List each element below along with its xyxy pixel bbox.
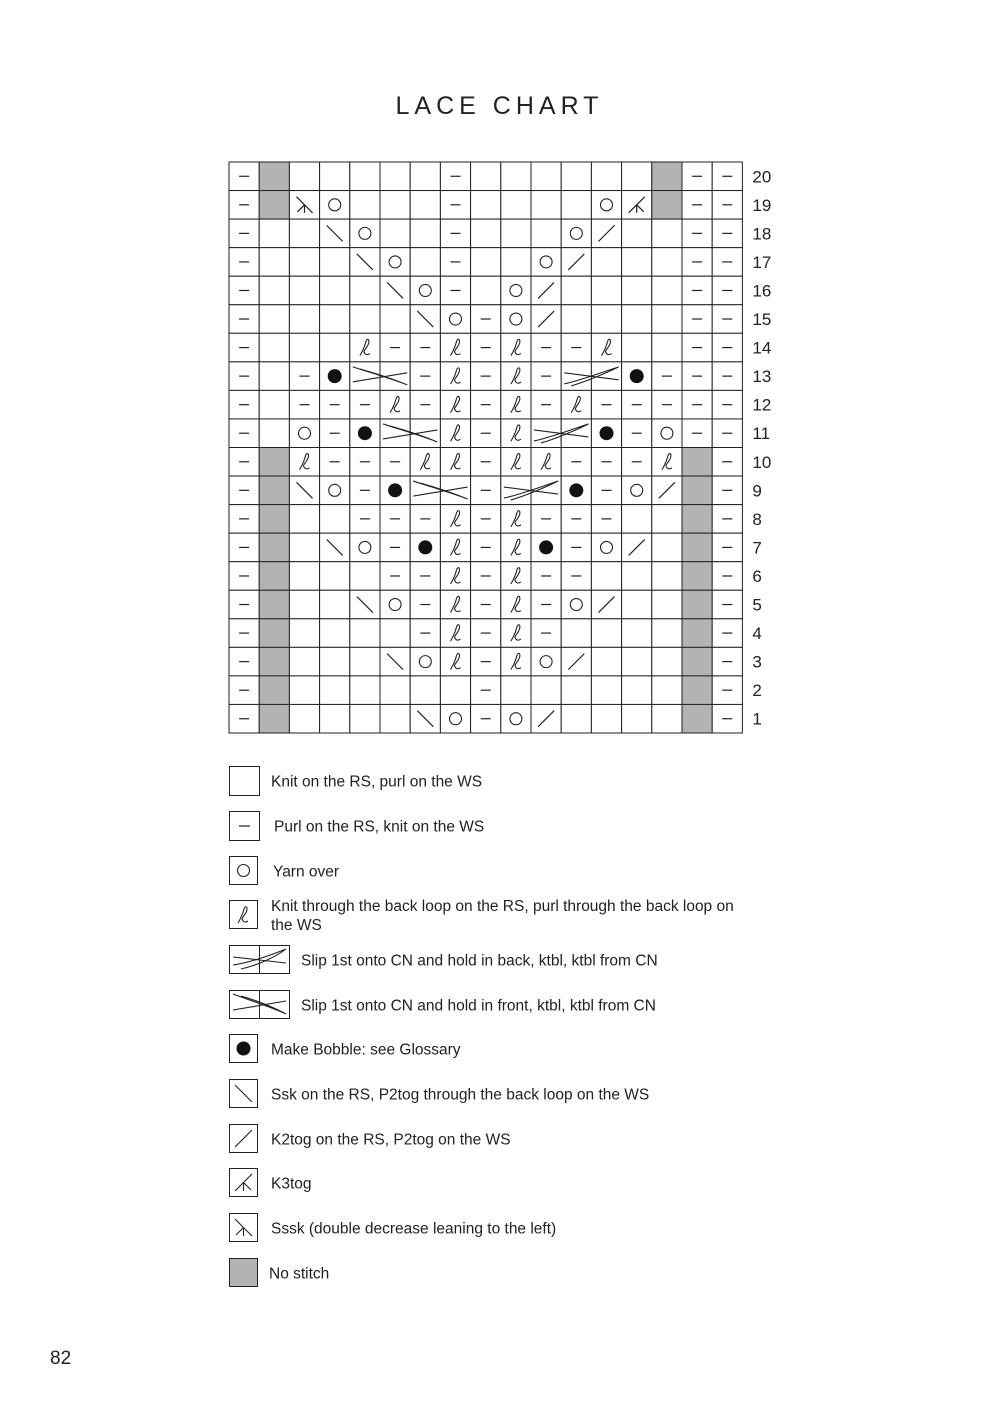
chart-cell xyxy=(501,219,531,248)
chart-cell xyxy=(561,390,591,419)
chart-cell xyxy=(259,448,289,477)
chart-cell xyxy=(410,647,440,676)
chart-cell xyxy=(410,476,440,505)
chart-cell xyxy=(440,562,470,591)
chart-cell xyxy=(259,533,289,562)
chart-cell xyxy=(561,219,591,248)
chart-cell xyxy=(501,248,531,277)
chart-cell xyxy=(652,219,682,248)
chart-cell xyxy=(350,647,380,676)
chart-cell xyxy=(410,248,440,277)
chart-cell xyxy=(471,248,501,277)
knit-symbol-icon xyxy=(229,766,261,798)
chart-cell xyxy=(259,219,289,248)
chart-cell xyxy=(501,162,531,191)
chart-cell xyxy=(380,590,410,619)
chart-cell xyxy=(531,476,561,505)
chart-cell xyxy=(289,590,319,619)
chart-cell xyxy=(380,390,410,419)
chart-cell xyxy=(320,248,350,277)
chart-cell xyxy=(380,419,410,448)
chart-cell xyxy=(289,704,319,733)
chart-cell xyxy=(561,162,591,191)
chart-cell xyxy=(410,191,440,220)
chart-cell xyxy=(682,533,712,562)
chart-cell xyxy=(440,647,470,676)
row-number: 16 xyxy=(752,281,772,301)
chart-cell xyxy=(531,219,561,248)
cable-back-symbol-icon xyxy=(229,945,291,977)
row-number: 14 xyxy=(752,338,772,358)
chart-cell xyxy=(259,704,289,733)
chart-cell xyxy=(501,362,531,391)
k2tog-symbol-icon xyxy=(229,1124,261,1156)
chart-cell xyxy=(531,191,561,220)
chart-cell xyxy=(259,390,289,419)
chart-cell xyxy=(289,676,319,705)
chart-cell xyxy=(501,647,531,676)
chart-cell xyxy=(259,276,289,305)
chart-cell xyxy=(501,562,531,591)
chart-cell xyxy=(410,276,440,305)
chart-cell xyxy=(259,305,289,334)
chart-cell xyxy=(622,676,652,705)
chart-cell xyxy=(320,590,350,619)
chart-cell xyxy=(380,619,410,648)
chart-cell xyxy=(561,676,591,705)
chart-cell xyxy=(501,419,531,448)
row-number: 7 xyxy=(752,538,762,558)
chart-cell xyxy=(440,590,470,619)
chart-cell xyxy=(350,704,380,733)
chart-cell xyxy=(561,419,591,448)
chart-cell xyxy=(440,333,470,362)
chart-cell xyxy=(591,333,621,362)
chart-cell xyxy=(440,704,470,733)
chart-cell xyxy=(289,505,319,534)
chart-cell xyxy=(591,191,621,220)
chart-cell xyxy=(622,305,652,334)
chart-cell xyxy=(591,248,621,277)
chart-cell xyxy=(652,305,682,334)
chart-cell xyxy=(501,533,531,562)
chart-cell xyxy=(380,248,410,277)
row-number: 8 xyxy=(752,509,762,529)
cable-front-symbol-icon xyxy=(229,990,291,1022)
chart-cell xyxy=(471,191,501,220)
chart-cell xyxy=(259,419,289,448)
chart-cell xyxy=(652,619,682,648)
bobble-symbol xyxy=(600,426,614,440)
chart-cell xyxy=(682,647,712,676)
chart-cell xyxy=(380,305,410,334)
chart-cell xyxy=(380,704,410,733)
k3tog-symbol-icon xyxy=(229,1168,261,1200)
chart-cell xyxy=(350,533,380,562)
chart-cell xyxy=(320,619,350,648)
chart-cell xyxy=(682,676,712,705)
chart-cell xyxy=(652,590,682,619)
chart-cell xyxy=(531,676,561,705)
chart-cell xyxy=(320,476,350,505)
row-number: 11 xyxy=(752,424,771,444)
row-number: 19 xyxy=(752,195,772,215)
chart-cell xyxy=(682,590,712,619)
chart-cell xyxy=(440,362,470,391)
row-number: 6 xyxy=(752,566,762,586)
chart-cell xyxy=(259,248,289,277)
chart-cell xyxy=(501,676,531,705)
chart-cell xyxy=(561,305,591,334)
legend-label-knit: Knit on the RS, purl on the WS xyxy=(271,773,483,791)
chart-cell xyxy=(289,419,319,448)
chart-cell xyxy=(622,590,652,619)
chart-cell xyxy=(380,676,410,705)
chart-cell xyxy=(350,276,380,305)
chart-cell xyxy=(591,533,621,562)
chart-cell xyxy=(561,276,591,305)
legend-label-purl: Purl on the RS, knit on the WS xyxy=(274,818,485,836)
chart-cell xyxy=(501,305,531,334)
ssk-symbol-icon xyxy=(229,1079,261,1111)
chart-cell xyxy=(652,505,682,534)
chart-cell xyxy=(622,248,652,277)
chart-cell xyxy=(350,562,380,591)
chart-cell xyxy=(380,219,410,248)
bobble-symbol xyxy=(358,426,372,440)
chart-cell xyxy=(320,191,350,220)
chart-cell xyxy=(320,162,350,191)
chart-cell xyxy=(350,619,380,648)
chart-cell xyxy=(531,448,561,477)
chart-cell xyxy=(501,276,531,305)
chart-cell xyxy=(440,505,470,534)
row-number: 4 xyxy=(752,624,762,644)
sssk-symbol-icon xyxy=(229,1213,261,1245)
chart-cell xyxy=(652,704,682,733)
chart-cell xyxy=(622,505,652,534)
chart-cell xyxy=(259,619,289,648)
chart-cell xyxy=(259,333,289,362)
chart-cell xyxy=(259,505,289,534)
chart-cell xyxy=(501,505,531,534)
chart-cell xyxy=(289,333,319,362)
chart-cell xyxy=(561,704,591,733)
chart-cell xyxy=(350,676,380,705)
no-stitch-symbol-icon xyxy=(229,1258,261,1290)
row-number: 2 xyxy=(752,681,762,701)
chart-cell xyxy=(440,676,470,705)
chart-cell xyxy=(259,590,289,619)
chart-cell xyxy=(320,704,350,733)
chart-cell xyxy=(440,619,470,648)
chart-cell xyxy=(259,562,289,591)
chart-cell xyxy=(471,162,501,191)
chart-cell xyxy=(652,647,682,676)
chart-cell xyxy=(622,619,652,648)
row-number: 17 xyxy=(752,252,772,272)
chart-cell xyxy=(591,704,621,733)
chart-cell xyxy=(622,219,652,248)
bobble-symbol xyxy=(539,540,553,554)
chart-cell xyxy=(289,562,319,591)
chart-cell xyxy=(289,248,319,277)
chart-cell xyxy=(561,191,591,220)
chart-cell xyxy=(682,562,712,591)
chart-cell xyxy=(320,276,350,305)
legend-label-yarn-over: Yarn over xyxy=(273,863,340,881)
chart-cell xyxy=(320,505,350,534)
chart-cell xyxy=(350,362,380,391)
chart-cell xyxy=(652,191,682,220)
chart-cell xyxy=(501,590,531,619)
chart-cell xyxy=(531,647,561,676)
page-number: 82 xyxy=(50,1348,72,1369)
chart-cell xyxy=(289,276,319,305)
chart-cell xyxy=(622,276,652,305)
chart-cell xyxy=(289,619,319,648)
chart-cell xyxy=(652,533,682,562)
chart-cell xyxy=(410,162,440,191)
row-number: 1 xyxy=(752,709,762,729)
chart-cell xyxy=(591,362,621,391)
row-number: 13 xyxy=(752,367,772,387)
chart-cell xyxy=(440,448,470,477)
chart-cell xyxy=(682,505,712,534)
chart-cell xyxy=(259,191,289,220)
chart-cell xyxy=(501,390,531,419)
chart-cell xyxy=(501,704,531,733)
row-number: 5 xyxy=(752,595,762,615)
ktbl-symbol-icon xyxy=(229,900,261,932)
legend-label-k2tog: K2tog on the RS, P2tog on the WS xyxy=(271,1131,511,1149)
chart-cell xyxy=(380,162,410,191)
bobble-symbol xyxy=(630,369,644,383)
bobble-symbol xyxy=(388,483,402,497)
chart-cell xyxy=(259,162,289,191)
chart-cell xyxy=(289,647,319,676)
legend-label-k3tog: K3tog xyxy=(271,1175,312,1193)
chart-cell xyxy=(682,448,712,477)
chart-cell xyxy=(591,619,621,648)
legend-label-cable-back: Slip 1st onto CN and hold in back, ktbl, ktbl from CN xyxy=(301,952,658,970)
chart-cell xyxy=(531,248,561,277)
chart-cell xyxy=(440,533,470,562)
chart-cell xyxy=(501,619,531,648)
chart-cell xyxy=(350,333,380,362)
chart-cell xyxy=(682,476,712,505)
chart-cell xyxy=(622,162,652,191)
chart-cell xyxy=(259,362,289,391)
yarn-over-symbol-icon xyxy=(229,856,261,888)
chart-cell xyxy=(501,333,531,362)
legend-label-cable-front: Slip 1st onto CN and hold in front, ktbl, ktbl from CN xyxy=(301,997,656,1015)
chart-cell xyxy=(652,419,682,448)
legend-label-sssk: Sssk (double decrease leaning to the left) xyxy=(271,1220,557,1238)
chart-cell xyxy=(289,305,319,334)
chart-cell xyxy=(652,333,682,362)
chart-cell xyxy=(289,219,319,248)
chart-cell xyxy=(350,162,380,191)
chart-cell xyxy=(289,162,319,191)
chart-cell xyxy=(350,219,380,248)
chart-cell xyxy=(410,676,440,705)
chart-cell xyxy=(350,191,380,220)
chart-cell xyxy=(410,448,440,477)
chart-cell xyxy=(259,647,289,676)
chart-cell xyxy=(591,647,621,676)
legend-label-no-stitch: No stitch xyxy=(269,1265,330,1283)
row-number: 12 xyxy=(752,395,772,415)
chart-cell xyxy=(591,562,621,591)
chart-cell xyxy=(289,533,319,562)
chart-cell xyxy=(471,219,501,248)
chart-cell xyxy=(350,305,380,334)
bobble-symbol xyxy=(569,483,583,497)
chart-cell xyxy=(501,191,531,220)
chart-cell xyxy=(440,390,470,419)
chart-cell xyxy=(501,448,531,477)
chart-title: LACE CHART xyxy=(395,92,604,120)
row-number: 3 xyxy=(752,652,762,672)
chart-cell xyxy=(320,333,350,362)
chart-cell xyxy=(440,305,470,334)
chart-cell xyxy=(320,305,350,334)
chart-cell xyxy=(652,562,682,591)
chart-cell xyxy=(259,676,289,705)
row-number: 9 xyxy=(752,481,762,501)
chart-cell xyxy=(652,448,682,477)
chart-cell xyxy=(471,276,501,305)
bobble-symbol-icon xyxy=(229,1034,261,1066)
chart-cell xyxy=(320,562,350,591)
chart-cell xyxy=(622,333,652,362)
legend-label-ssk: Ssk on the RS, P2tog through the back loop on the WS xyxy=(271,1086,650,1104)
chart-cell xyxy=(289,448,319,477)
legend-label-bobble: Make Bobble: see Glossary xyxy=(271,1041,461,1059)
row-number: 10 xyxy=(752,452,772,472)
chart-cell xyxy=(259,476,289,505)
chart-cell xyxy=(410,219,440,248)
chart-cell xyxy=(591,276,621,305)
chart-cell xyxy=(320,647,350,676)
chart-cell xyxy=(591,162,621,191)
chart-cell xyxy=(652,162,682,191)
chart-cell xyxy=(531,162,561,191)
chart-cell xyxy=(622,647,652,676)
chart-cell xyxy=(682,619,712,648)
chart-cell xyxy=(652,248,682,277)
bobble-symbol xyxy=(418,540,432,554)
chart-cell xyxy=(622,704,652,733)
chart-cell xyxy=(591,676,621,705)
row-number: 15 xyxy=(752,310,772,330)
chart-cell xyxy=(440,419,470,448)
chart-cell xyxy=(561,619,591,648)
bobble-symbol xyxy=(328,369,342,383)
chart-cell xyxy=(380,191,410,220)
chart-cell xyxy=(652,276,682,305)
legend-label-ktbl: Knit through the back loop on the RS, purl through the back loop on the WS xyxy=(271,898,734,934)
row-number: 20 xyxy=(752,167,772,187)
row-number: 18 xyxy=(752,224,772,244)
chart-cell xyxy=(320,676,350,705)
chart-cell xyxy=(591,305,621,334)
chart-cell xyxy=(622,562,652,591)
chart-cell xyxy=(682,704,712,733)
chart-cell xyxy=(652,676,682,705)
chart-cell xyxy=(561,590,591,619)
chart-cell xyxy=(622,476,652,505)
purl-symbol-icon xyxy=(229,811,261,843)
